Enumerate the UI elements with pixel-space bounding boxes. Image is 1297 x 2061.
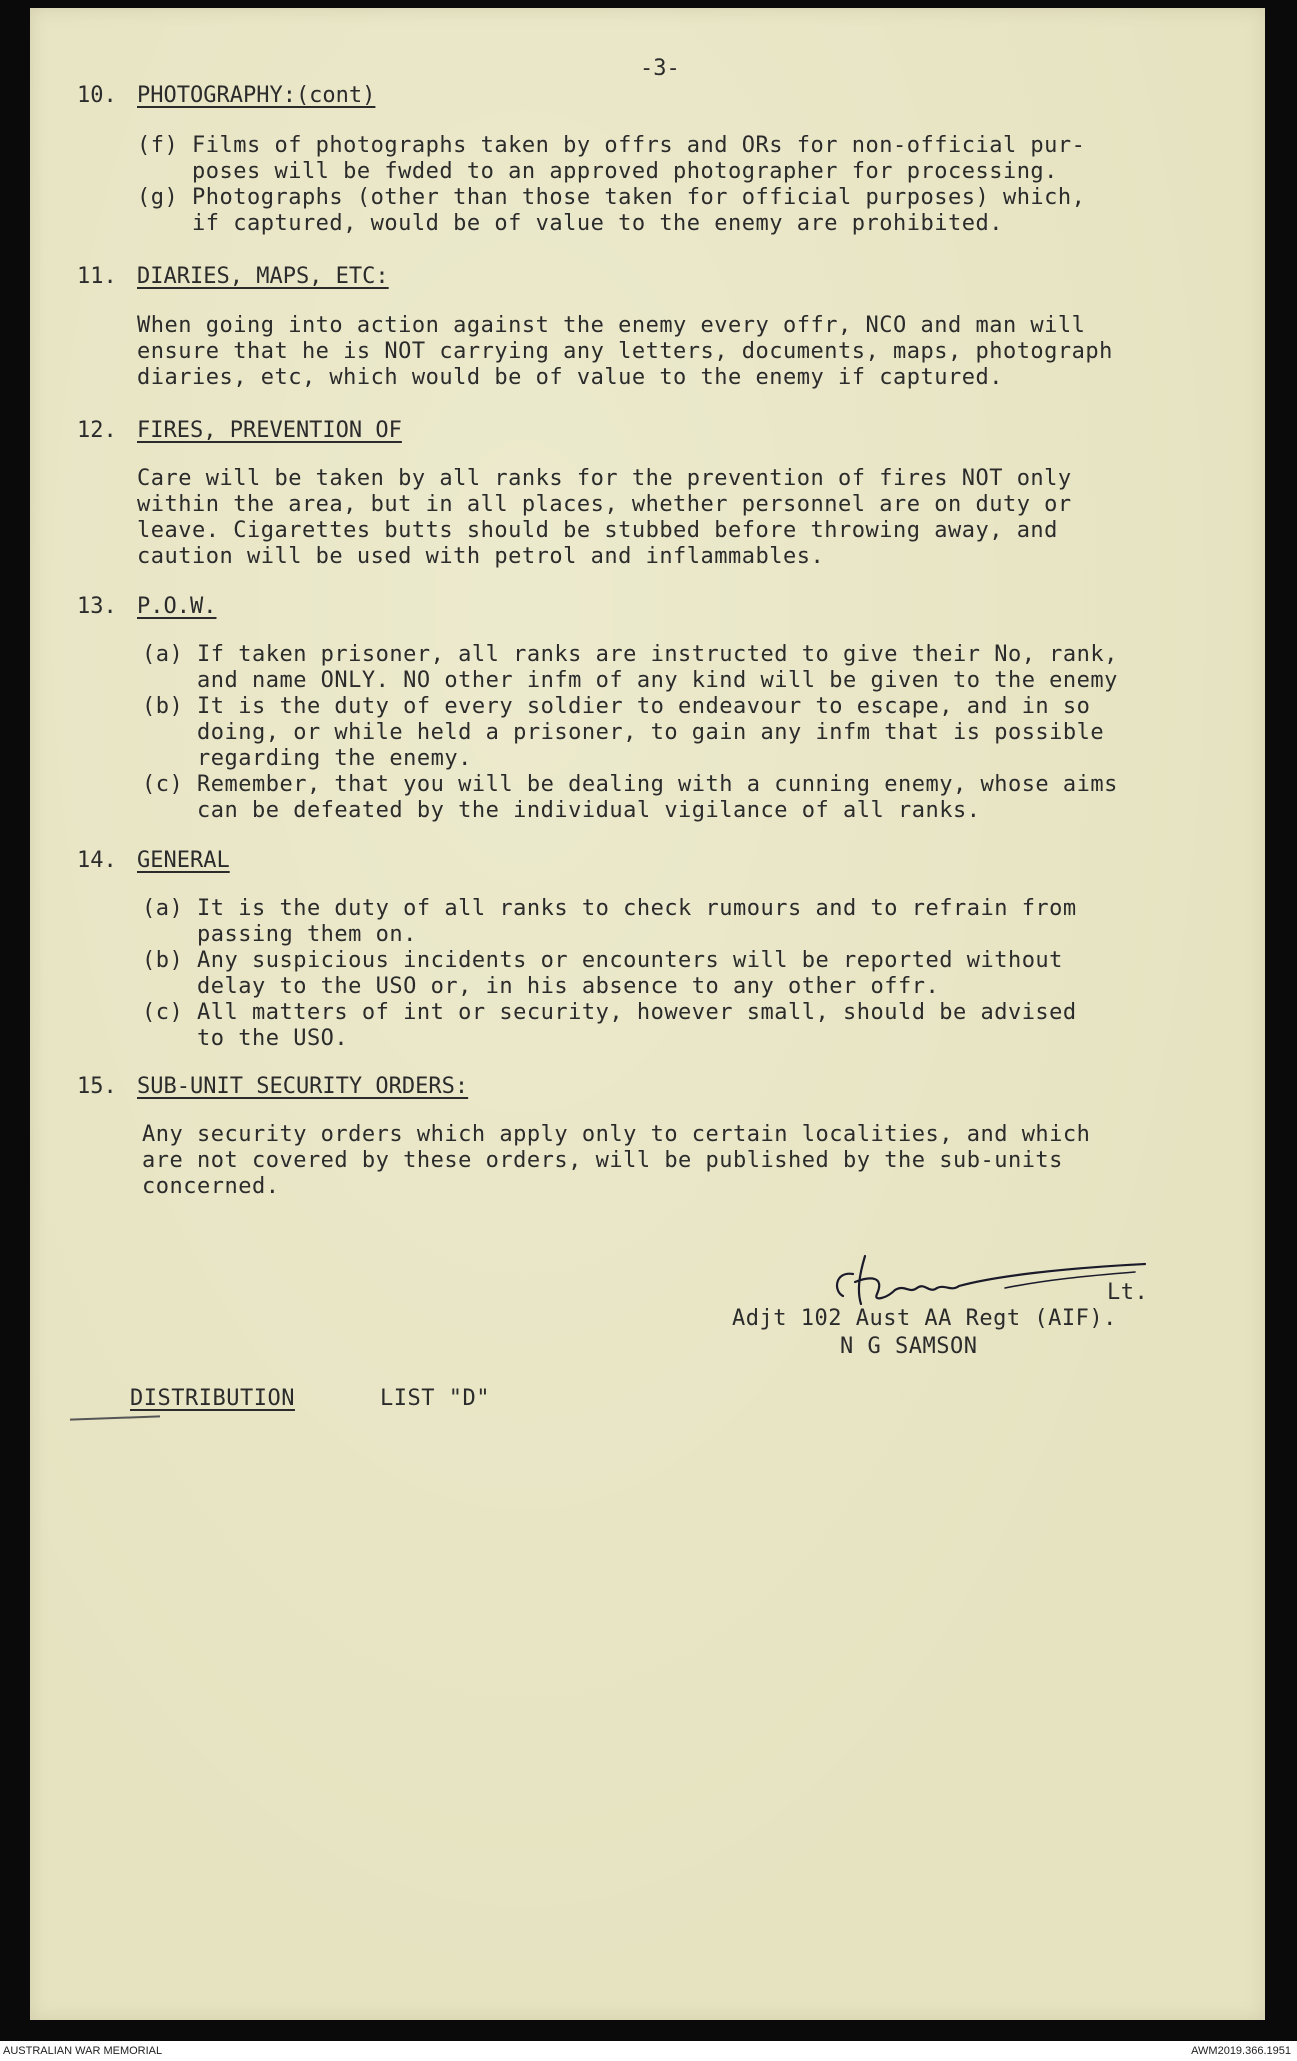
archive-footer <box>0 2041 1297 2061</box>
distribution-mark <box>70 1415 160 1420</box>
section-15-line: are not covered by these orders, will be published by the sub-units <box>142 1148 1063 1173</box>
distribution-label: DISTRIBUTION <box>130 1386 295 1411</box>
section-10-line: if captured, would be of value to the enemy are prohibited. <box>137 211 1003 236</box>
section-13-heading <box>77 594 216 619</box>
section-10-line: (f) Films of photographs taken by offrs and ORs for non-official pur- <box>137 133 1086 158</box>
section-13-line: regarding the enemy. <box>142 746 472 771</box>
section-14-line: to the USO. <box>142 1026 349 1051</box>
section-11-line: diaries, etc, which would be of value to the enemy if captured. <box>137 365 1003 390</box>
distribution-list: LIST "D" <box>380 1386 490 1411</box>
section-11-line: ensure that he is NOT carrying any letters, documents, maps, photograph <box>137 339 1113 364</box>
section-10-line: (g) Photographs (other than those taken for official purposes) which, <box>137 185 1086 210</box>
section-13-line: (a) If taken prisoner, all ranks are instructed to give their No, rank, <box>142 642 1118 667</box>
signature-rank: Lt. <box>1107 1280 1149 1305</box>
section-12-line: leave. Cigarettes butts should be stubbed before throwing away, and <box>137 518 1058 543</box>
section-number: 10. <box>77 83 117 108</box>
section-13-line: can be defeated by the individual vigilance of all ranks. <box>142 798 981 823</box>
section-12-line: Care will be taken by all ranks for the prevention of fires NOT only <box>137 466 1072 491</box>
section-10-line: poses will be fwded to an approved photographer for processing. <box>137 159 1058 184</box>
section-14-line: (c) All matters of int or security, however small, should be advised <box>142 1000 1077 1025</box>
section-title: PHOTOGRAPHY:(cont) <box>137 83 376 108</box>
section-12-heading <box>77 418 402 443</box>
footer-accession-number: AWM2019.366.1951 <box>1191 2045 1291 2057</box>
section-12-line: caution will be used with petrol and inflammables. <box>137 544 825 569</box>
section-title: FIRES, PREVENTION OF <box>137 418 402 443</box>
section-number: 14. <box>77 848 117 873</box>
section-12-line: within the area, but in all places, whether personnel are on duty or <box>137 492 1072 517</box>
section-title: GENERAL <box>137 848 230 873</box>
section-15-line: concerned. <box>142 1174 280 1199</box>
section-13-line: (b) It is the duty of every soldier to endeavour to escape, and in so <box>142 694 1091 719</box>
footer-institution: AUSTRALIAN WAR MEMORIAL <box>3 2045 163 2057</box>
section-14-line: delay to the USO or, in his absence to any other offr. <box>142 974 940 999</box>
section-11-line: When going into action against the enemy every offr, NCO and man will <box>137 313 1086 338</box>
section-11-heading <box>77 264 389 289</box>
section-14-line: (b) Any suspicious incidents or encounters will be reported without <box>142 948 1063 973</box>
section-number: 12. <box>77 418 117 443</box>
page-number: -3- <box>640 56 680 81</box>
section-number: 15. <box>77 1074 117 1099</box>
section-14-heading <box>77 848 230 873</box>
section-number: 11. <box>77 264 117 289</box>
section-15-heading <box>77 1074 468 1099</box>
signature-position: Adjt 102 Aust AA Regt (AIF). <box>732 1306 1117 1331</box>
section-13-line: and name ONLY. NO other infm of any kind will be given to the enemy <box>142 668 1118 693</box>
section-14-line: passing them on. <box>142 922 417 947</box>
section-title: P.O.W. <box>137 594 217 619</box>
signature-name: N G SAMSON <box>840 1334 978 1359</box>
section-13-line: (c) Remember, that you will be dealing with a cunning enemy, whose aims <box>142 772 1118 797</box>
section-title: SUB-UNIT SECURITY ORDERS: <box>137 1074 469 1099</box>
section-14-line: (a) It is the duty of all ranks to check rumours and to refrain from <box>142 896 1077 921</box>
section-15-line: Any security orders which apply only to certain localities, and which <box>142 1122 1091 1147</box>
section-title: DIARIES, MAPS, ETC: <box>137 264 389 289</box>
section-number: 13. <box>77 594 117 619</box>
section-13-line: doing, or while held a prisoner, to gain any infm that is possible <box>142 720 1105 745</box>
section-10-heading <box>77 83 375 108</box>
document-page <box>30 8 1265 2020</box>
